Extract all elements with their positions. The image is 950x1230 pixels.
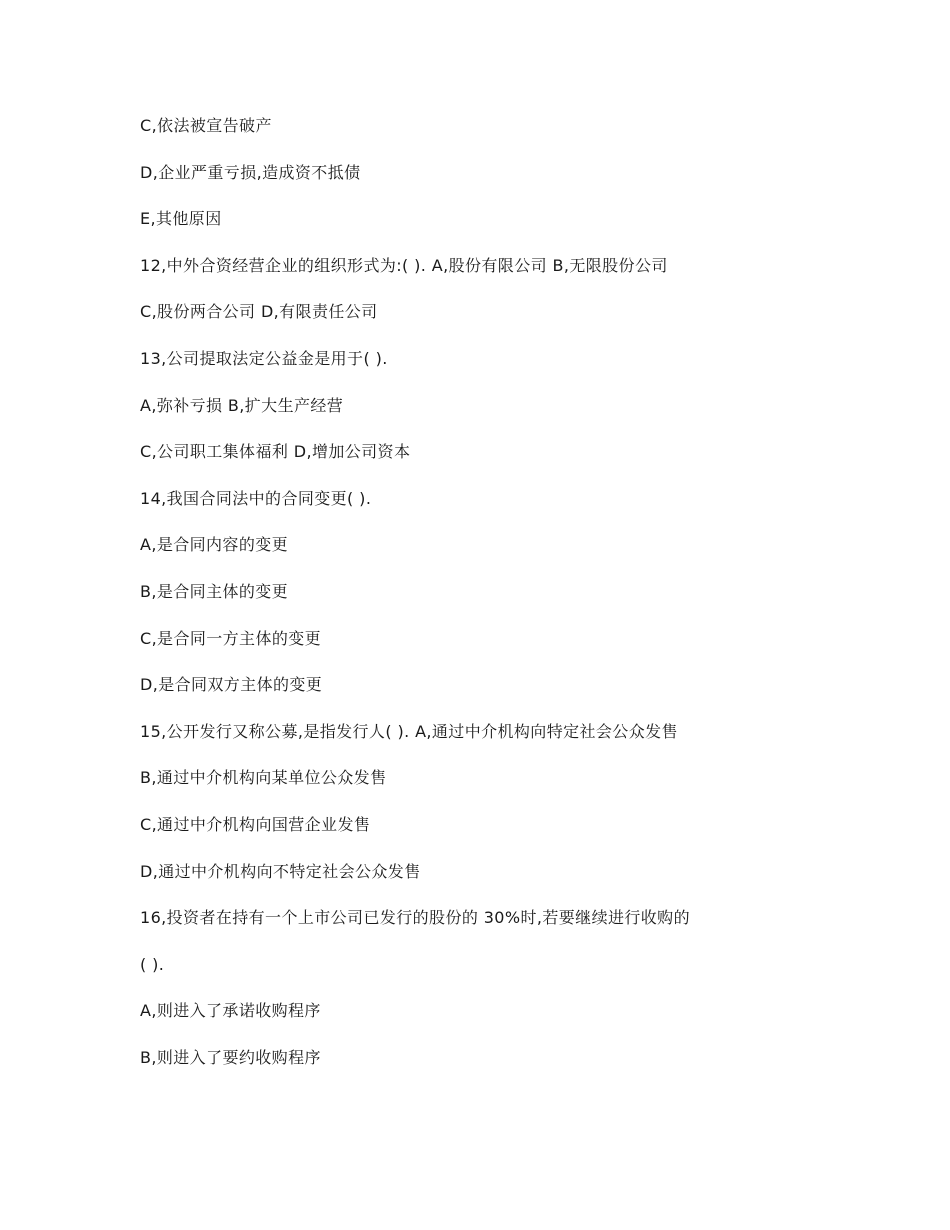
question-14-option-b: B,是合同主体的变更 [140,581,289,601]
question-16: 16,投资者在持有一个上市公司已发行的股份的 30%时,若要继续进行收购的 [140,908,690,928]
option-c-bankruptcy: C,依法被宣告破产 [140,116,272,135]
question-16-option-a: A,则进入了承诺收购程序 [140,1001,321,1021]
question-16-blank: ( ). [140,954,165,974]
question-14-option-a: A,是合同内容的变更 [140,535,289,555]
question-14-option-c: C,是合同一方主体的变更 [140,628,322,648]
question-15-option-c: C,通过中介机构向国营企业发售 [140,814,371,834]
question-16-option-b: B,则进入了要约收购程序 [140,1047,321,1067]
question-12-options-cd: C,股份两合公司 D,有限责任公司 [140,302,378,322]
question-13-options-ab: A,弥补亏损 B,扩大生产经营 [140,395,344,415]
question-15-option-d: D,通过中介机构向不特定社会公众发售 [140,861,421,881]
question-13-options-cd: C,公司职工集体福利 D,增加公司资本 [140,442,411,462]
question-13: 13,公司提取法定公益金是用于( ). [140,348,388,368]
question-12: 12,中外合资经营企业的组织形式为:( ). A,股份有限公司 B,无限股份公司 [140,255,668,275]
question-15-option-b: B,通过中介机构向某单位公众发售 [140,768,387,788]
option-e-other: E,其他原因 [140,209,222,229]
question-14-option-d: D,是合同双方主体的变更 [140,675,323,695]
document-body [140,111,840,1089]
question-15: 15,公开发行又称公募,是指发行人( ). A,通过中介机构向特定社会公众发售 [140,721,678,741]
option-d-insolvency: D,企业严重亏损,造成资不抵债 [140,162,361,182]
question-14: 14,我国合同法中的合同变更( ). [140,488,372,508]
